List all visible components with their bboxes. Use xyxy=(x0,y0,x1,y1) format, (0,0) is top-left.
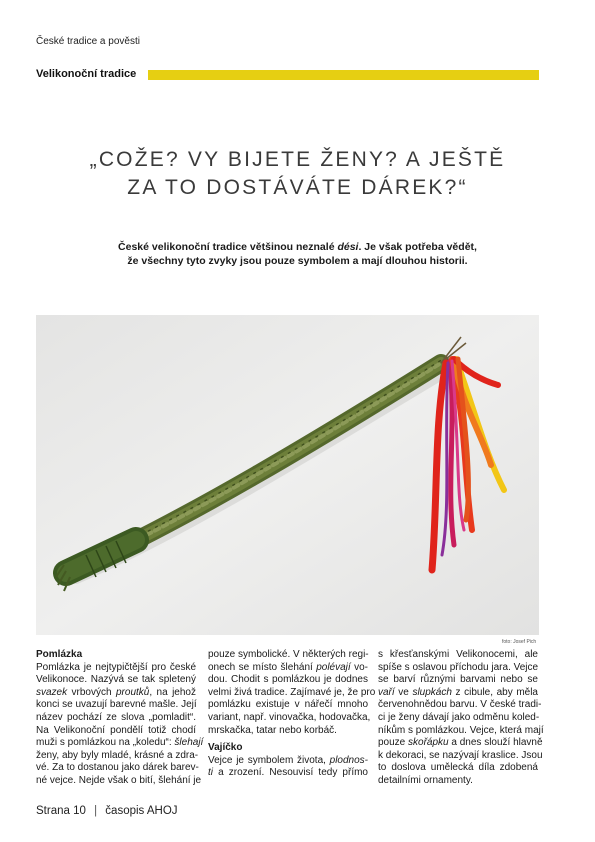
text: ve xyxy=(394,686,413,698)
lead-line-2: že všechny tyto zvyky jsou pouze symbolem a mají dlouhou historii. xyxy=(127,255,468,267)
text-line: pomlázku existuje v nářečí mnoho xyxy=(208,699,368,711)
text-line: ci je ženy dávají jako odměnu koled- xyxy=(378,711,540,723)
article-title xyxy=(36,146,559,202)
text-line xyxy=(36,737,204,750)
text-line: ženy, aby byly mladé, krásné a zdra- xyxy=(36,749,199,761)
pomlazka-illustration xyxy=(36,315,539,635)
text: muži s pomlázkou na „koledu“: xyxy=(36,737,175,749)
text-line xyxy=(36,687,196,700)
page-footer xyxy=(36,805,178,817)
text-line: to doslova umělecká díla zdobená xyxy=(378,762,538,774)
text-line: Velikonoce. Nazývá se tak spletený xyxy=(36,674,196,686)
text: , na jehož xyxy=(149,686,196,698)
text: onech se místo šlehání xyxy=(208,661,317,673)
photo-credit: foto: Josef Pich xyxy=(502,639,537,645)
emphasis: ti xyxy=(208,767,213,779)
section-label: Velikonoční tradice xyxy=(36,68,137,80)
title-line-2: ZA TO DOSTÁVÁTE DÁREK?“ xyxy=(127,176,468,199)
emphasis: plodnos- xyxy=(329,754,368,766)
magazine-name: časopis AHOJ xyxy=(105,805,178,817)
text-line xyxy=(208,755,368,768)
text-line: konci se uvazují barevné mašle. Její xyxy=(36,699,197,711)
emphasis: polévají xyxy=(316,661,351,673)
text: Vejce je symbolem života, xyxy=(208,754,330,766)
emphasis: šlehají xyxy=(174,737,204,749)
text-line: Pomlázka je nejtypičtější pro české xyxy=(36,661,196,673)
text-line xyxy=(378,687,538,700)
text: pouze xyxy=(378,737,409,749)
text: a zrození. Nesouvisí tedy přímo xyxy=(213,767,368,779)
text-line xyxy=(208,767,368,780)
text: vo- xyxy=(350,661,368,673)
text-line: velmi živá tradice. Zajímavé je, že pro xyxy=(208,686,376,698)
text-line: s křesťanskými Velikonocemi, ale xyxy=(378,649,538,660)
text: vrbových xyxy=(67,686,116,698)
page-number: 10 xyxy=(73,805,86,817)
section-accent-bar xyxy=(148,70,539,80)
emphasis: slupkách xyxy=(412,686,452,698)
section-header xyxy=(36,69,539,82)
text-line: níkům s pomlázkou. Vejce, která mají xyxy=(378,724,544,736)
article-lead xyxy=(36,240,559,268)
emphasis: vaří xyxy=(378,686,395,698)
emphasis: svazek xyxy=(36,686,68,698)
emphasis: skořápku xyxy=(408,737,449,749)
text-line: vé. Za to dostanou jako dárek barev- xyxy=(36,762,199,774)
text-line: spíše s oslavou příchodu jara. Vejce xyxy=(378,661,539,673)
footer-separator: | xyxy=(94,805,98,817)
lead-emphasis: dési xyxy=(337,241,359,253)
emphasis: proutků xyxy=(115,686,150,698)
article-column-3 xyxy=(378,649,544,788)
text-line: se barví různými barvami nebo se xyxy=(378,674,538,686)
article-column-2 xyxy=(208,649,376,780)
title-line-1: „COŽE? VY BIJETE ŽENY? A JEŠTĚ xyxy=(89,148,506,171)
article-column-1 xyxy=(36,649,204,788)
lead-line-1 xyxy=(36,240,559,254)
text-line: název pochází ze slova „pomladit“. xyxy=(36,711,196,723)
lead-text: České velikonoční tradice většinou neznalé xyxy=(118,241,338,253)
text-line: pouze symbolické. V některých regi- xyxy=(208,649,369,660)
section-heading-vajicko: Vajíčko xyxy=(208,742,243,754)
section-heading-pomlazka: Pomlázka xyxy=(36,649,83,660)
text-line: variant, např. vinovačka, hodovačka, xyxy=(208,711,371,723)
lead-text: . Je však potřeba vědět, xyxy=(358,241,477,253)
page-label: Strana xyxy=(36,805,70,817)
text-line: dou. Chodit s pomlázkou je dodnes xyxy=(208,674,368,686)
text: z cibule, aby měla xyxy=(451,686,538,698)
text-line: k dekoraci, se nazývají kraslice. Jsou xyxy=(378,749,543,761)
text-line: né vejce. Nejde však o bití, šlehání je xyxy=(36,774,202,786)
text-line xyxy=(378,737,543,750)
pomlazka-photo xyxy=(36,315,539,635)
text-line: detailními ornamenty. xyxy=(378,774,473,786)
text-line: červenohnědou barvu. V české tradi- xyxy=(378,699,542,711)
text-line: mrskačka, tatar nebo korbáč. xyxy=(208,724,337,736)
text-line: Na Velikonoční pondělí totiž chodí xyxy=(36,724,196,736)
running-head: České tradice a pověsti xyxy=(36,36,140,47)
text: a dnes slouží hlavně xyxy=(448,737,543,749)
text-line xyxy=(208,662,368,675)
